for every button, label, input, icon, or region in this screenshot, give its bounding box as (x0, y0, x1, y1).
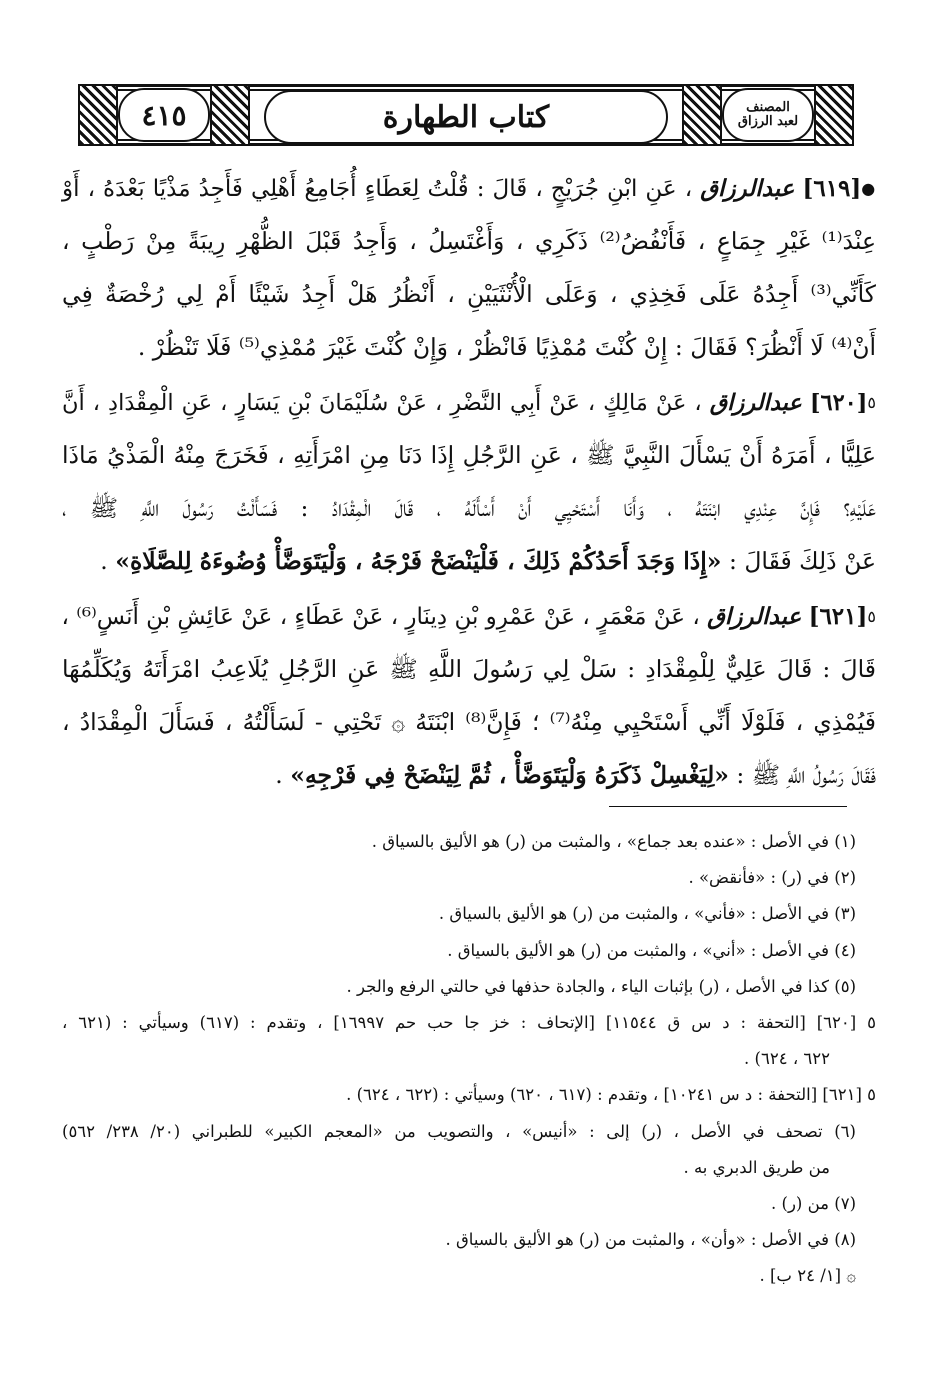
text-line (62, 215, 876, 268)
ornament-left-inner (210, 84, 250, 146)
line-text: فَقَالَ رَسُولُ اللَّهِ ﷺ : (736, 761, 876, 789)
text-line (62, 162, 876, 215)
line-text: عَنْ ذَلِكَ فَقَالَ : (728, 547, 876, 575)
line-text: عَلَيْهِ؟ فَإِنَّ عِنْدِي ابْنَتَهُ ، وَأَنَا أَسْتَحْيِي أَنْ أَسْأَلَهُ ، قَالَ الْمِقْدَادُ : فَسَأَلْتُ رَسُولَ اللَّهِ ﷺ ، (62, 494, 876, 522)
line-text: قَالَ : قَالَ عَلِيٌّ لِلْمِقْدَادِ : سَلْ لِي رَسُولَ اللَّهِ ﷺ عَنِ الرَّجُلِ يُلَاعِبُ امْرَأَتَهُ وَيُكَلِّمُهَا (62, 655, 876, 683)
prophetic-statement: «إِذَا وَجَدَ أَحَدُكُمْ ذَلِكَ ، فَلْيَنْضَحْ فَرْجَهُ ، وَلْيَتَوَضَّأْ وُضُوءَهُ لِلصَّلَاةِ» (115, 547, 722, 575)
title-cartouche (264, 90, 668, 144)
source-note-620: ٥ [٦٢٠] [التحفة : د س ق ١١٥٤٤] [الإتحاف : خز جا حب حم ١٦٩٩٧] ، وتقدم : (٦١٧) وسيأتي : (٦٢١ ، (62, 1012, 876, 1032)
text-line (62, 268, 876, 321)
entry-marker: ٥ (867, 607, 876, 626)
text-line (62, 376, 876, 429)
hadith-entry-620 (62, 376, 876, 588)
entry-number: [٦١٩] (802, 175, 862, 202)
line-text: كَأَنِّي⁽³⁾ أَجِدُهُ عَلَى فَخِذِي ، وَعَلَى الْأُنْثَيَيْنِ ، أَنْظُرُ هَلْ أَجِدُ شَيْئًا أَمْ لِي رُخْصَةٌ فِي (62, 280, 876, 308)
line-text: عِنْدَ⁽¹⁾ غَيْرِ جِمَاعٍ ، فَأَنْفُضُ⁽²⁾ ذَكَرِي ، وَأَغْتَسِلُ ، وَأَجِدُ قَبْلَ الظُّهْرِ رِيبَةً مِنْ رَطْبٍ ، (62, 227, 876, 255)
seal-line-2: لعبد الرزاق (737, 114, 799, 129)
source-note-620-cont: ٦٢٢ ، ٦٢٤) . (744, 1049, 830, 1069)
text-line (62, 321, 876, 374)
page-number: ٤١٥ (141, 98, 187, 132)
line-text: عَلِيًّا ، أَمَرَهُ أَنْ يَسْأَلَ النَّبِيَّ ﷺ ، عَنِ الرَّجُلِ إِذَا دَنَا مِنِ امْرَأَتِهِ ، فَخَرَجَ مِنْهُ الْمَذْيُ مَاذَا (62, 441, 876, 469)
footnote-4: (٤) في الأصل : «أني» ، والمثبت من (ر) هو الأليق بالسياق . (447, 940, 856, 960)
line-text: ، عَنْ مَعْمَرٍ ، عَنْ عَمْرِو بْنِ دِينَارٍ ، عَنْ عَطَاءٍ ، عَنْ عَائِشِ بْنِ أَنَسٍ⁽⁶⁾ ، (61, 604, 700, 630)
line-text: ، عَنْ مَالِكٍ ، عَنْ أَبِي النَّضْرِ ، عَنْ سُلَيْمَانَ بْنِ يَسَارٍ ، عَنِ الْمِقْدَادِ ، أَنَّ (62, 390, 702, 416)
text-line (62, 429, 876, 482)
footnote-3: (٣) في الأصل : «فأني» ، والمثبت من (ر) هو الأليق بالسياق . (438, 904, 856, 924)
text-line (62, 535, 876, 588)
hadith-entry-621 (62, 590, 876, 802)
entry-marker: ● (861, 179, 877, 198)
prophetic-statement: «لِيَغْسِلْ ذَكَرَهُ وَلْيَتَوَضَّأْ ، ثُمَّ لِيَنْضَحْ فِي فَرْجِهِ» (290, 761, 729, 789)
line-text: أَنْ⁽⁴⁾ لَا أَنْظُرَ؟ فَقَالَ : إِنْ كُنْتَ مُمْذِيًا فَانْظُرْ ، وَإِنْ كُنْتَ غَيْرَ مُمْذِي⁽⁵⁾ فَلَا تَنْظُرْ . (137, 333, 876, 361)
footnote-6: (٦) تصحف في الأصل ، (ر) إلى : «أنيس» ، والتصويب من «المعجم الكبير» للطبراني (٢٠/ ٢٣٨/ ٥٦٢) (62, 1121, 856, 1141)
line-text: فَيُمْذِي ، فَلَوْلَا أَنِّي أَسْتَحْيِي مِنْهُ⁽⁷⁾ ؛ فَإِنَّ⁽⁸⁾ ابْنَتَهُ ۞ تَحْتِي - لَسَأَلْتُهُ ، فَسَأَلَ الْمِقْدَادُ ، (62, 708, 876, 736)
narrator-name: عبدالرزاق (709, 390, 802, 416)
ornament-right-outer (814, 84, 854, 146)
footnote-1: (١) في الأصل : «عنده بعد جماع» ، والمثبت من (ر) هو الأليق بالسياق . (371, 832, 856, 851)
main-text (62, 162, 876, 804)
text-line (62, 590, 876, 643)
ornament-left-outer (78, 84, 118, 146)
hadith-entry-619 (62, 162, 876, 374)
entry-number: [٦٢١] (808, 603, 868, 630)
footnote-5: (٥) كذا في الأصل ، (ر) بإثبات الياء ، والجادة حذفها في حالتي الرفع والجر . (346, 976, 856, 996)
seal-line-1: المصنف (746, 100, 790, 116)
source-note-621: ٥ [٦٢١] [التحفة : د س ١٠٢٤١] ، وتقدم : (٦١٧ ، ٦٢٠) وسيأتي : (٦٢٢ ، ٦٢٤) . (346, 1085, 876, 1105)
line-end: . (100, 547, 108, 575)
running-header (78, 84, 854, 146)
narrator-name: عبدالرزاق (707, 603, 802, 630)
entry-marker: ٥ (867, 393, 877, 412)
ornament-right-inner (682, 84, 722, 146)
footnote-separator (609, 806, 847, 807)
footnote-2: (٢) في (ر) : «فأنقض» . (688, 868, 856, 888)
footnote-8: (٨) في الأصل : «وأن» ، والمثبت من (ر) هو الأليق بالسياق . (445, 1230, 856, 1250)
narrator-name: عبدالرزاق (700, 175, 795, 202)
line-text: ، عَنِ ابْنِ جُرَيْجٍ ، قَالَ : قُلْتُ لِعَطَاءٍ أُجَامِعُ أَهْلِي فَأَجِدُ مَذْيًا بَعْدَهُ ، أَوْ (62, 176, 693, 202)
entry-number: [٦٢٠] (809, 390, 868, 416)
book-title: كتاب الطهارة (382, 99, 550, 135)
footnote-6-cont: من طريق الدبري به . (683, 1157, 830, 1177)
line-end: . (275, 761, 283, 789)
folio-marker: ۞ [١/ ٢٤ ب] . (759, 1266, 856, 1286)
work-seal (722, 88, 814, 142)
text-line (62, 696, 876, 749)
page-number-cartouche (118, 88, 210, 142)
footnotes (62, 824, 876, 1294)
text-line (62, 482, 876, 535)
footnote-7: (٧) من (ر) . (771, 1193, 856, 1213)
text-line (62, 749, 876, 802)
text-line (62, 643, 876, 696)
